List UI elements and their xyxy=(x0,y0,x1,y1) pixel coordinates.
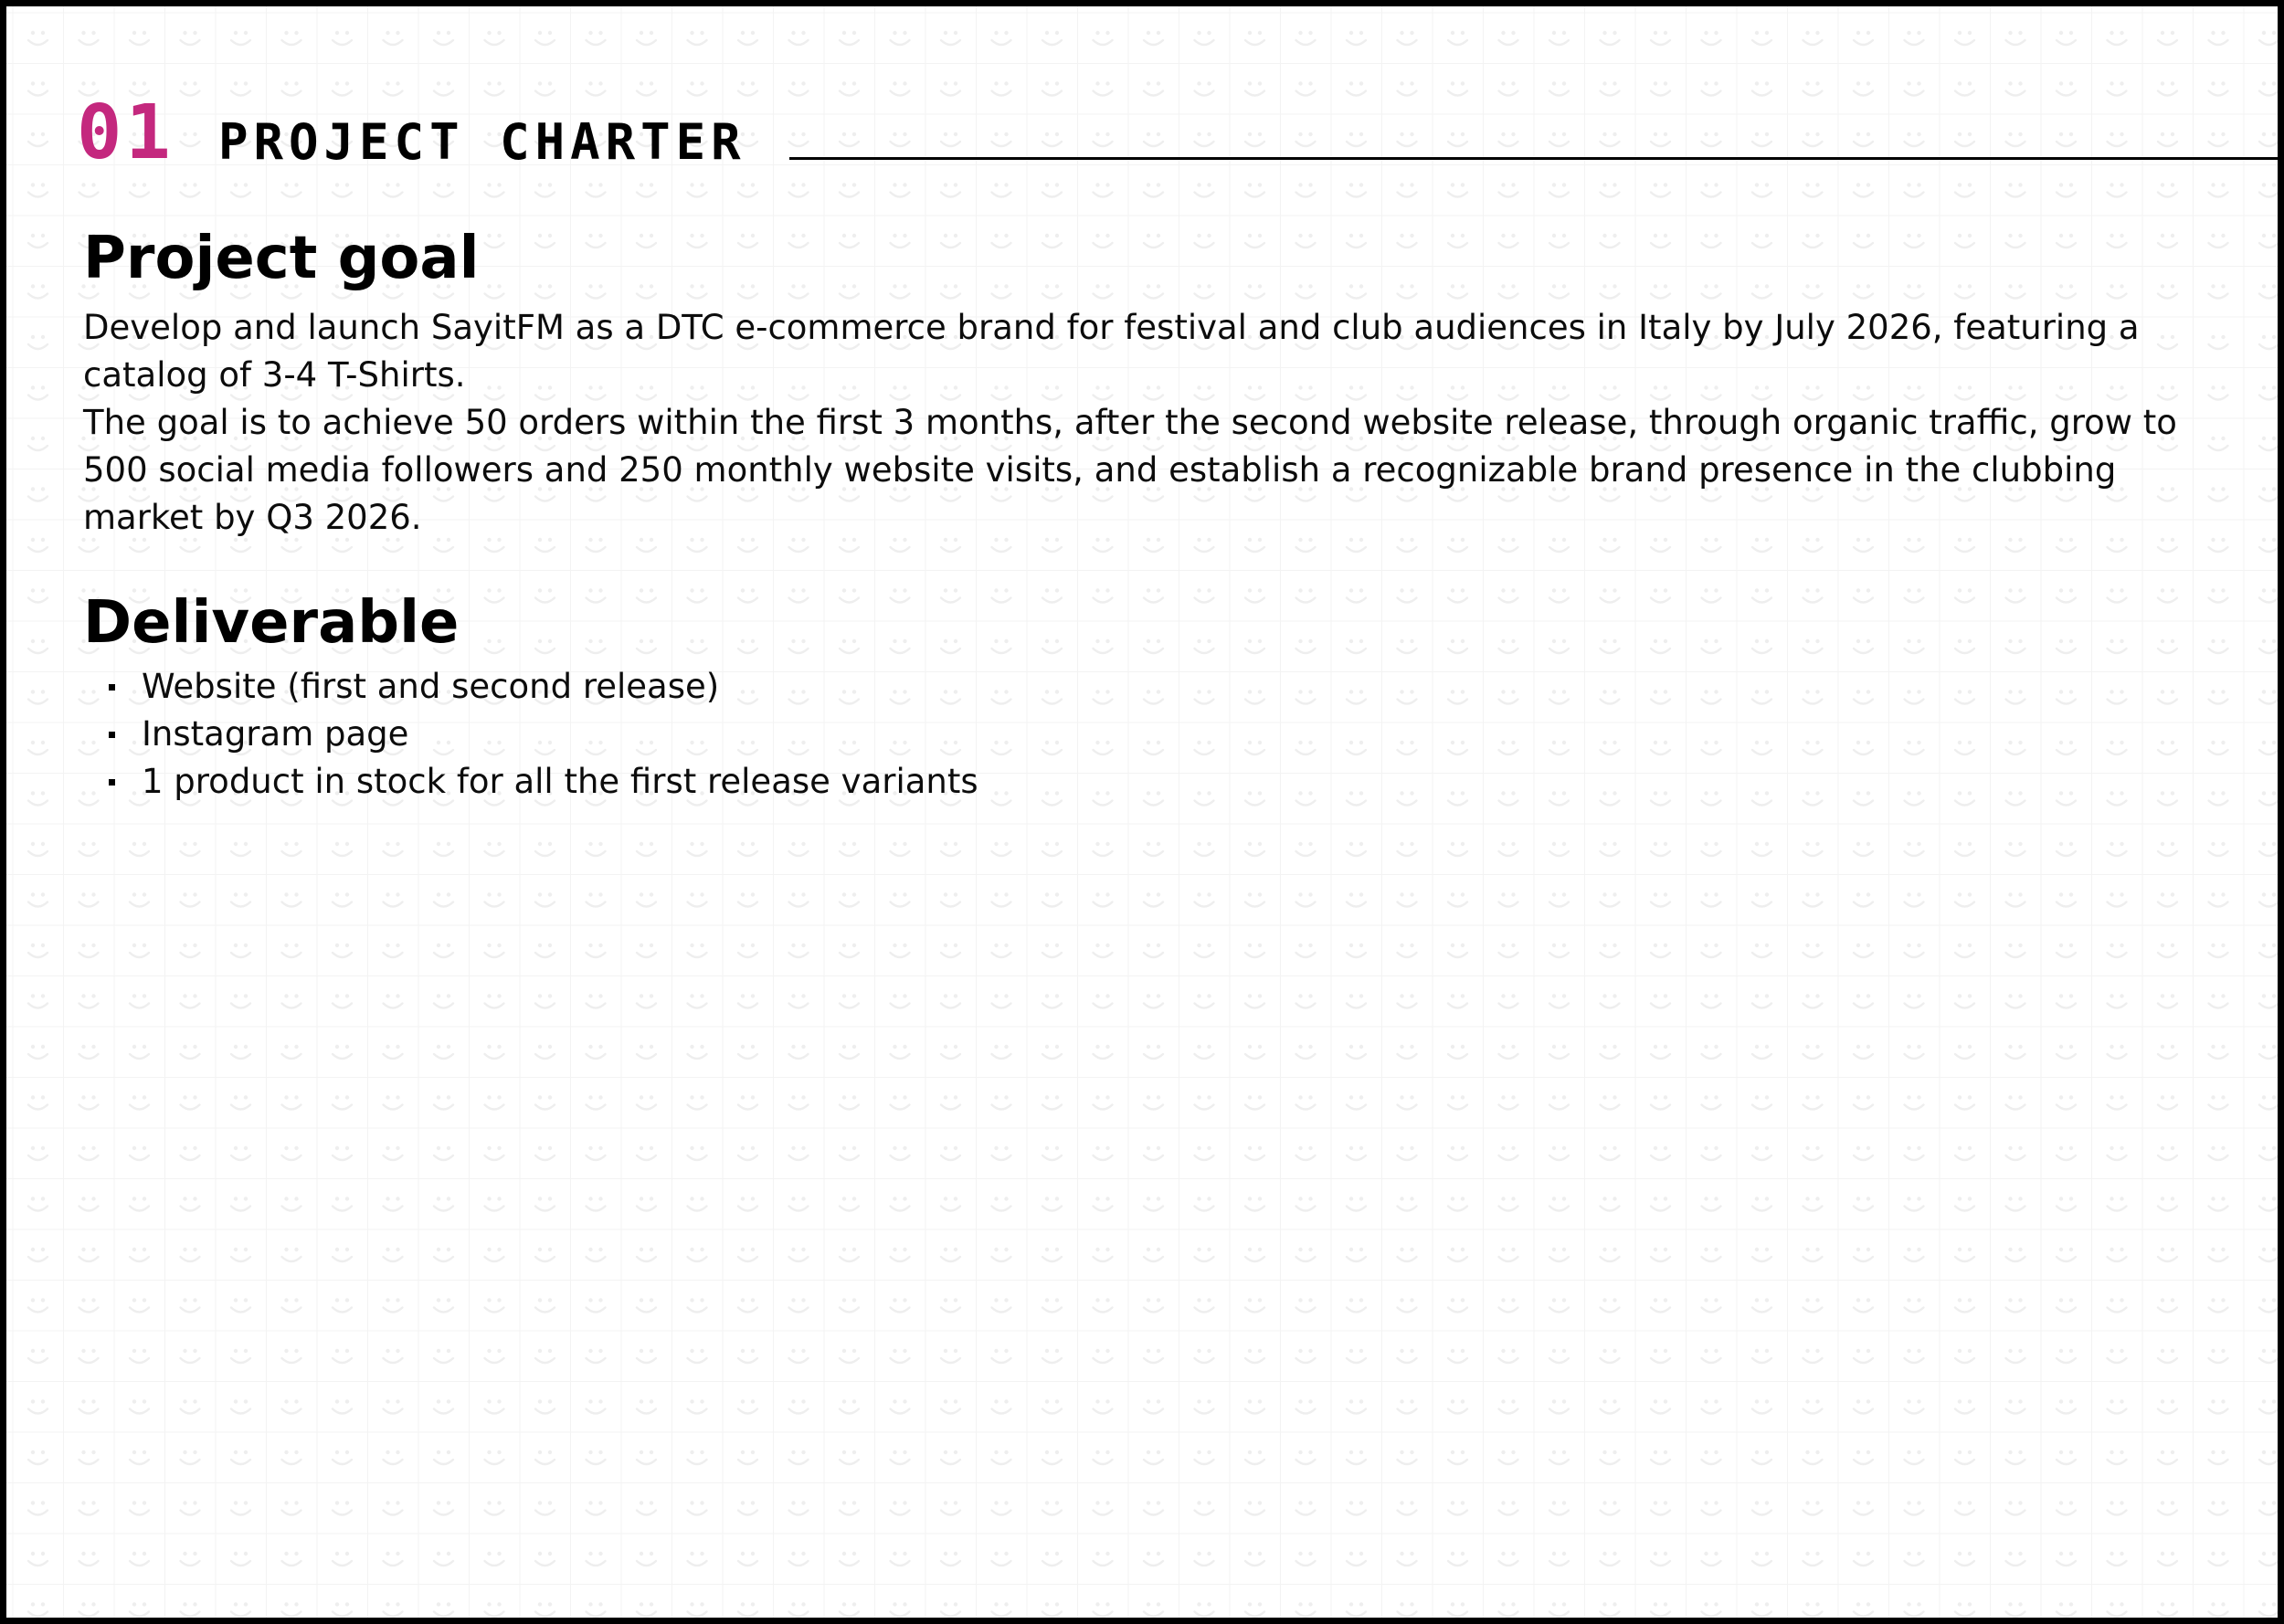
bullet-icon xyxy=(109,779,115,786)
deliverable-section xyxy=(83,588,2221,806)
project-goal-paragraph-2: The goal is to achieve 50 orders within the first 3 months, after the second website release, through organic traffic, grow to 500 social media followers and 250 monthly website visits, and establish a recognizable brand presence in the clubbing market by Q3 2026. xyxy=(83,403,2177,537)
deliverable-item xyxy=(109,711,2221,758)
project-goal-heading: Project goal xyxy=(83,225,480,292)
bullet-icon xyxy=(109,684,115,691)
deliverable-item xyxy=(109,663,2221,711)
section-divider xyxy=(789,157,2284,160)
deliverable-item xyxy=(109,758,2221,806)
deliverable-item-text: 1 product in stock for all the first release variants xyxy=(142,762,978,801)
deliverable-heading: Deliverable xyxy=(83,589,460,657)
deliverable-item-text: Website (first and second release) xyxy=(142,667,720,706)
project-goal-section xyxy=(83,224,2221,542)
deliverable-item-text: Instagram page xyxy=(142,714,409,754)
section-number: 01 xyxy=(77,90,174,176)
project-goal-paragraph-1: Develop and launch SayitFM as a DTC e-commerce brand for festival and club audiences in Italy by July 2026, featuring a catalog of 3-4 T-Shirts. xyxy=(83,308,2140,395)
deliverable-list xyxy=(83,663,2221,806)
section-header xyxy=(77,90,2284,176)
section-title: PROJECT CHARTER xyxy=(218,113,746,171)
bullet-icon xyxy=(109,732,115,738)
